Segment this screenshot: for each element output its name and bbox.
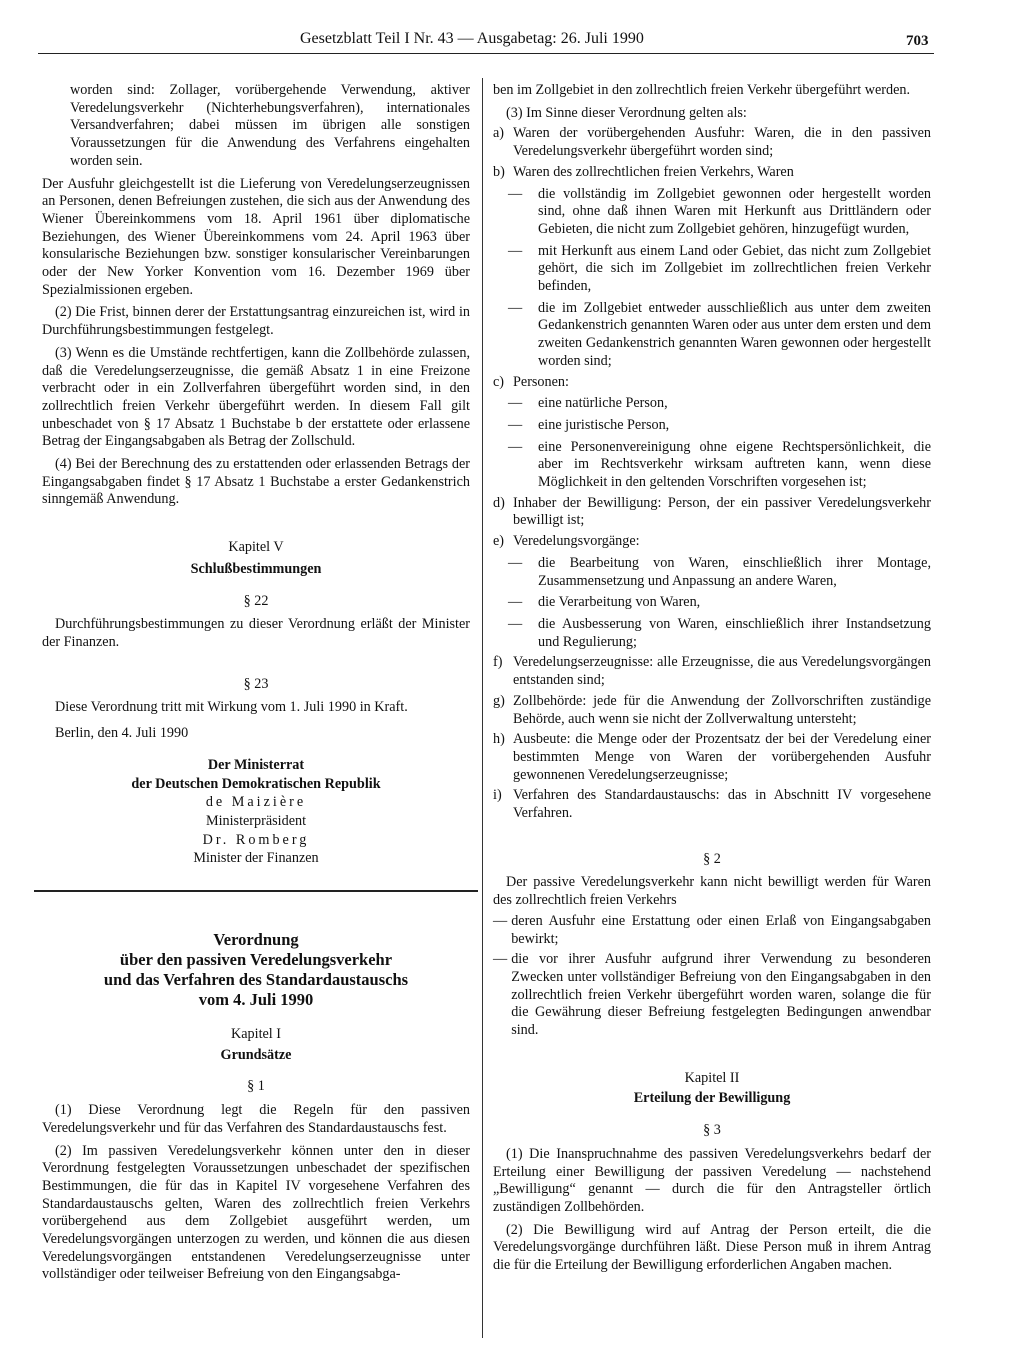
dash-marker: — [508, 416, 523, 433]
section-1-paragraph-1: (1) Diese Verordnung legt die Regeln für den passiven Veredelungsverkehr und für das Verfahren des Standardaustauschs fest. [42, 1102, 470, 1136]
paragraph-2: (2) Die Frist, binnen derer der Erstattungsantrag einzureichen ist, wird in Durchführungsbestimmungen festgelegt. [42, 304, 470, 339]
dash-marker: — [508, 299, 523, 316]
section-22-heading: § 22 [243, 592, 269, 609]
definition-text: Zollbehörde: jede für die Anwendung der Zollvorschriften zuständige Behörde, auch wenn sie nicht der Zollverwaltung untersteht; [513, 692, 931, 727]
dash-text: eine juristische Person, [538, 416, 670, 433]
dash-text: eine natürliche Person, [538, 395, 668, 412]
signature-org-line-1: Der Ministerrat [207, 756, 305, 773]
definition-i [493, 787, 931, 822]
section-1-paragraph-2: (2) Im passiven Veredelungsverkehr können unter den in dieser Verordnung festgelegten Voraussetzungen unbeschadet der spezifischen Bestimmungen, die für das in Kapitel IV vorgesehene Verfahren des Standardaustauschs gelten, Waren des zollrechtlich freien Verkehrs vorübergehend aus dem Zollgebiet ausgeführt werden, um Veredelungsvorgängen unterzogen zu werden, und können die aus diesen Veredelungsvorgängen entstandenen Veredelungserzeugnisse unter vollständiger oder teilweiser Befreiung von den Eingangsabga- [42, 1142, 470, 1283]
chapter-5-title: Schlußbestimmungen [190, 560, 322, 577]
section-2-heading: § 2 [703, 850, 721, 867]
section-2-dash-1 [493, 913, 931, 948]
section-3-heading: § 3 [703, 1122, 721, 1139]
page-header-title: Gesetzblatt Teil I Nr. 43 — Ausgabetag: 26. Juli 1990 [300, 30, 644, 47]
definition-text: Veredelungsvorgänge: [513, 533, 640, 550]
left-column [42, 82, 470, 1284]
section-2-dash-2 [493, 951, 931, 1040]
dash-text: die vor ihrer Ausfuhr aufgrund ihrer Verwendung zu besonderen Zwecken unter vollständiger Befreiung von den Eingangsabgaben in den zollrechtlich freien Verkehr übergeführt worden waren, solange die für die Gewährung dieser Befreiung festgelegten Bedingungen anwendbar sind. [511, 951, 931, 1039]
definition-c [493, 374, 931, 392]
definition-marker: a) [493, 125, 505, 142]
signature-name-2: Dr. Romberg [202, 831, 310, 848]
header-rule [38, 53, 934, 54]
definition-b-dash-3 [493, 300, 931, 371]
section-23-text: Diese Verordnung tritt mit Wirkung vom 1. Juli 1990 in Kraft. [55, 699, 408, 716]
dash-marker: — [508, 594, 523, 611]
section-3-paragraph-1: (1) Die Inanspruchnahme des passiven Veredelungsverkehrs bedarf der Erteilung einer Bewilligung der passiven Veredelung — nachstehend „Bewilligung“ genannt — durch die für den Antragsteller örtlich zuständigen Zollbehörden. [493, 1145, 931, 1215]
dash-text: deren Ausfuhr eine Erstattung oder einen Erlaß von Eingangsabgaben bewirkt; [511, 912, 931, 947]
definition-marker: i) [493, 787, 502, 804]
definition-text: Personen: [513, 373, 569, 390]
definition-b-dash-1 [493, 186, 931, 239]
dash-text: die Ausbesserung von Waren, einschließlich ihrer Instandsetzung und Regulierung; [538, 615, 931, 650]
ordinance-title-2: über den passiven Veredelungsverkehr [119, 950, 393, 970]
definition-d [493, 495, 931, 530]
signature-role-1: Ministerpräsident [205, 812, 307, 829]
definition-text: Veredelungserzeugnisse: alle Erzeugnisse, die aus Veredelungsvorgängen entstanden sind; [513, 654, 931, 689]
definition-text: Verfahren des Standardaustauschs: das in Abschnitt IV vorgesehene Verfahren. [513, 787, 931, 822]
definition-a [493, 125, 931, 160]
dash-text: die vollständig im Zollgebiet gewonnen oder hergestellt worden sind, ohne daß ihnen Waren mit Herkunft aus Drittländern oder Gebieten, die nicht zum Zollgebiet gehören, hinzugefügt wurden, [538, 185, 931, 237]
definition-e-dash-3 [493, 616, 931, 651]
dash-marker: — [508, 395, 523, 412]
definition-marker: c) [493, 373, 505, 390]
definition-marker: g) [493, 692, 505, 709]
section-3-paragraph-2: (2) Die Bewilligung wird auf Antrag der Person erteilt, die die Veredelungsvorgänge durchführen läßt. Diese Person muß in ihrem Antrag die für die Erteilung der Bewilligung erforderlichen Angaben machen. [493, 1221, 931, 1274]
dash-text: mit Herkunft aus einem Land oder Gebiet, das nicht zum Zollgebiet gehört, die sich im Zollgebiet im zollrechtlichen freien Verkehr befinden, [538, 242, 931, 295]
section-22-text: Durchführungsbestimmungen zu dieser Verordnung erläßt der Minister der Finanzen. [42, 616, 470, 650]
dash-text: die im Zollgebiet entweder ausschließlich aus unter dem zweiten Gedankenstrich genannten Waren oder aus unter dem ersten und dem zweiten Gedankenstrich genannten Waren gewonnen oder hergestellt worden sind; [538, 299, 931, 369]
definition-f [493, 654, 931, 689]
definition-g [493, 693, 931, 728]
paragraph-4: (4) Bei der Berechnung des zu erstattenden oder erlassenden Betrags der Eingangsabgaben findet § 17 Absatz 1 Buchstabe a erster Gedankenstrich sinngemäß Anwendung. [42, 456, 470, 508]
signature-name-1: de Maizière [205, 794, 307, 811]
definition-e-dash-2 [493, 594, 931, 612]
definition-marker: h) [493, 731, 505, 748]
section-divider [34, 890, 478, 892]
column-divider [482, 78, 483, 1338]
chapter-5-label: Kapitel V [228, 539, 284, 556]
page-number: 703 [906, 33, 929, 49]
ordinance-title-1: Verordnung [213, 930, 299, 950]
definition-h [493, 731, 931, 784]
definition-e [493, 533, 931, 551]
chapter-1-label: Kapitel I [230, 1026, 282, 1043]
chapter-2-label: Kapitel II [684, 1069, 740, 1086]
ordinance-title-4: vom 4. Juli 1990 [198, 990, 314, 1010]
dash-marker: — [508, 615, 523, 632]
dash-marker: — [508, 438, 523, 455]
paragraph-3-definitions: (3) Im Sinne dieser Verordnung gelten als: [506, 104, 747, 121]
continued-paragraph: worden sind: Zollager, vorübergehende Verwendung, aktiver Veredelungsverkehr (Nichterhebungsverfahren), internationales Versandverfahren; dabei müssen im übrigen alle sonstigen Voraussetzungen für die Anwendung des Verfahrens eingehalten worden sein. [70, 82, 470, 169]
place-date: Berlin, den 4. Juli 1990 [55, 725, 189, 742]
signature-role-2: Minister der Finanzen [193, 850, 319, 867]
definition-c-dash-2 [493, 417, 931, 435]
definition-text: Ausbeute: die Menge oder der Prozentsatz der bei der Veredelung einer bestimmten Menge von Waren der vorübergehenden Ausfuhr gewonnenen Veredelungserzeugnisse; [513, 731, 931, 783]
dash-text: die Bearbeitung von Waren, einschließlich ihrer Montage, Zusammensetzung und Anpassung an andere Waren, [538, 554, 931, 589]
definition-marker: e) [493, 533, 505, 550]
ordinance-title-3: und das Verfahren des Standardaustauschs [103, 970, 409, 990]
paragraph-3: (3) Wenn es die Umstände rechtfertigen, kann die Zollbehörde zulassen, daß die Veredelungserzeugnisse, die gemäß Absatz 1 in eine Freizone verbracht oder in ein Zollverfahren übergeführt worden sind, in den zollrechtlich freien Verkehr übergeführt werden. In diesem Fall gilt unbeschadet von § 17 Absatz 1 Buchstabe b der erstattete oder erlassene Betrag der Eingangsabgaben als Betrag der Zollschuld. [42, 344, 470, 450]
chapter-1-title: Grundsätze [220, 1046, 292, 1063]
definition-e-dash-1 [493, 555, 931, 590]
definition-c-dash-1 [493, 395, 931, 413]
right-column [493, 82, 931, 1275]
definition-marker: d) [493, 494, 505, 511]
dash-marker: — [493, 912, 508, 929]
definition-b [493, 164, 931, 182]
definition-text: Inhaber der Bewilligung: Person, der ein passiver Veredelungsverkehr bewilligt ist; [513, 494, 931, 529]
definition-text: Waren der vorübergehenden Ausfuhr: Waren, die in den passiven Veredelungsverkehr übergeführt worden sind; [513, 125, 931, 160]
continued-paragraph-right: ben im Zollgebiet in den zollrechtlich freien Verkehr übergeführt werden. [493, 82, 911, 98]
dash-marker: — [493, 951, 508, 968]
paragraph-ausfuhr: Der Ausfuhr gleichgestellt ist die Lieferung von Veredelungserzeugnissen an Personen, denen Befreiungen zustehen, die sich aus der Anwendung des Wiener Übereinkommens vom 18. April 1961 über diplomatische Beziehungen, des Wiener Übereinkommens vom 24. April 1963 über konsularische Beziehungen bzw. sonstiger konsularischer Vereinbarungen oder der New Yorker Konvention vom 16. Dezember 1969 über Spezialmissionen ergeben. [42, 175, 470, 298]
section-2-intro: Der passive Veredelungsverkehr kann nicht bewilligt werden für Waren des zollrechtlich freien Verkehrs [493, 874, 931, 909]
dash-marker: — [508, 185, 523, 202]
chapter-2-title: Erteilung der Bewilligung [633, 1090, 791, 1107]
section-23-heading: § 23 [243, 675, 269, 692]
dash-text: die Verarbeitung von Waren, [538, 594, 701, 611]
definition-marker: b) [493, 163, 505, 180]
section-1-heading: § 1 [247, 1078, 265, 1095]
signature-org-line-2: der Deutschen Demokratischen Republik [131, 775, 381, 792]
definition-marker: f) [493, 654, 503, 671]
dash-marker: — [508, 242, 523, 259]
dash-text: eine Personenvereinigung ohne eigene Rechtspersönlichkeit, die aber im Rechtsverkehr wirksam auftreten kann, wenn diese Möglichkeit in den geltenden Vorschriften vorgesehen ist; [538, 438, 931, 491]
dash-marker: — [508, 554, 523, 571]
definition-text: Waren des zollrechtlichen freien Verkehrs, Waren [513, 163, 794, 180]
definition-c-dash-3 [493, 439, 931, 492]
definition-b-dash-2 [493, 243, 931, 296]
